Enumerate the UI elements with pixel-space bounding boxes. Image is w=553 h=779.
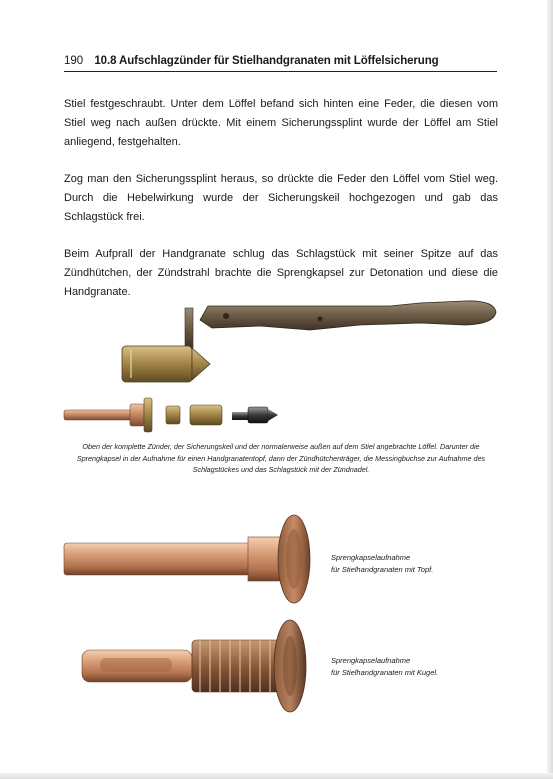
caption-kugel-line1: Sprengkapselaufnahme <box>331 656 411 665</box>
caption-detonator-holder-topf <box>331 552 433 575</box>
paragraph-3: Beim Aufprall der Handgranate schlug das Schlagstück mit seiner Spitze auf das Zündhütchen, der Zündstrahl brachte die Sprengkapsel zur Detonation und diese die Handgranate. <box>64 248 498 298</box>
page-edge-bottom <box>0 773 553 779</box>
caption-topf-line2: für Stielhandgranaten mit Topf. <box>331 564 434 574</box>
paragraph-1: Stiel festgeschraubt. Unter dem Löffel befand sich hinten eine Feder, die diesen vom Stiel weg nach außen drückte. Mit einem Sicherungssplint wurde der Löffel am Stiel anliegend, festgehalten. <box>64 98 498 148</box>
photo-detonator-holder-topf <box>62 513 322 603</box>
page-number: 190 <box>64 55 84 67</box>
photo-fuze-parts <box>60 298 500 433</box>
photo-detonator-holder-kugel <box>80 620 330 716</box>
chapter-title: 10.8 Aufschlagzünder für Stielhandgranaten mit Löffelsicherung <box>94 55 439 67</box>
paragraph-2: Zog man den Sicherungssplint heraus, so drückte die Feder den Löffel vom Stiel weg. Durch die Hebelwirkung wurde der Sicherungskeil hochgezogen und gab das Schlagstück frei. <box>64 173 498 223</box>
caption-detonator-holder-kugel <box>331 655 438 678</box>
caption-fuze-parts: Oben der komplette Zünder, der Sicherungskeil und der normalerweise außen auf dem Stiel angebrachte Löffel. Darunter die Sprengkapsel in der Aufnahme für einen Handgranatentopf, dann der Zündhütchenträger, die Messingbuchse zur Aufnahme des Schlagstückes und das Schlagstück mit der Zündnadel. <box>76 442 486 474</box>
caption-kugel-line2: für Stielhandgranaten mit Kugel. <box>331 667 439 677</box>
caption-topf-line1: Sprengkapselaufnahme <box>331 553 411 562</box>
running-header <box>64 53 497 72</box>
page-edge-right <box>547 0 553 779</box>
